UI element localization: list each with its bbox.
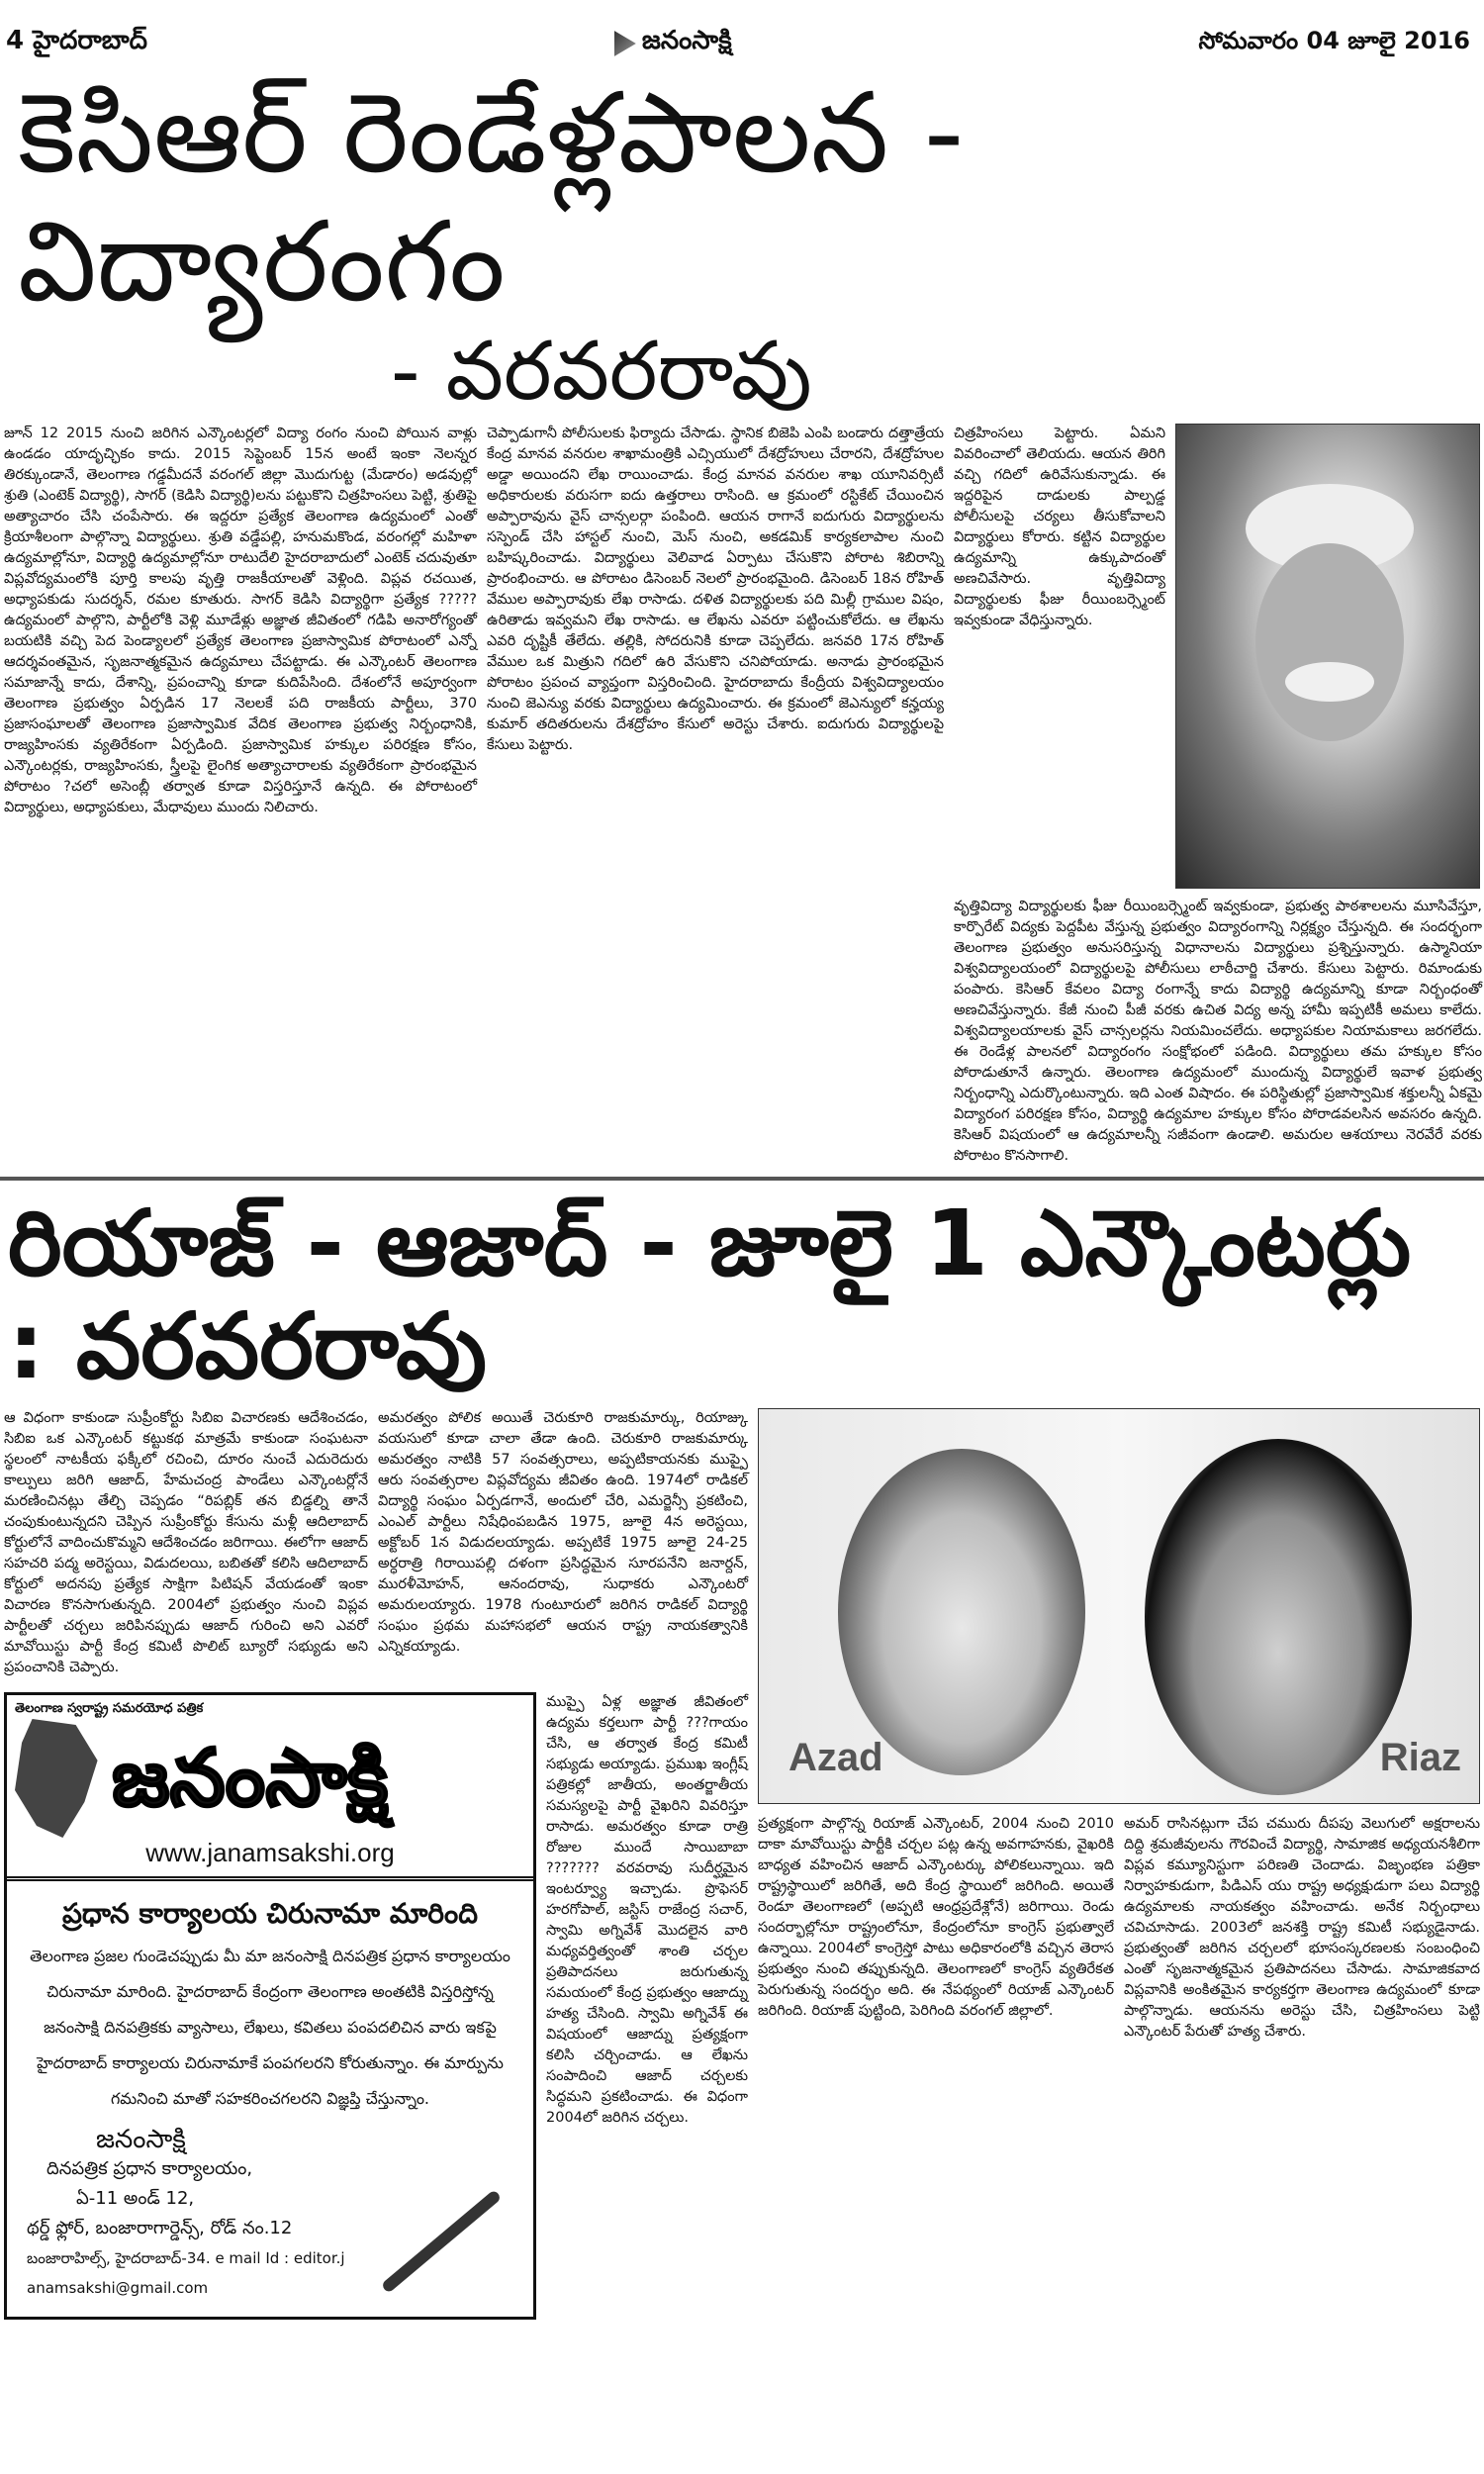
article2-column-5 [1124,1814,1480,2045]
azad-portrait [838,1449,1085,1775]
article1-column-1 [4,424,477,1169]
paragraph: అమర్ రాసినట్లుగా చేప చమురు దీపపు వెలుగులో అక్షరాలను దిద్ది శ్రమజీవులను గౌరవించే విద్యార్థి, సామాజిక అధ్యయనశీలిగా విప్లవ కమ్యూనిస్టుగా పరిణతి చెందాడు. విజృంభణ పత్రికా నిర్వాహకుడుగా, పిడిఎస్ యు రాష్ట్ర అధ్యక్షుడుగా పలు విద్యార్థి ఉద్యమాలకు నాయకత్వం వహించాడు. అనేక నిర్బంధాలు చవిచూసాడు. 2003లో జనశక్తి రాష్ట్ర కమిటీ సభ్యుడైనాడు. ప్రభుత్వంతో జరిగిన చర్చలలో భూసంస్కరణలకు సంబంధించి ఎంతో సృజనాత్మకమైన ప్రతిపాదనలు చేసాడు. సామాజికవాద విప్లవానికి అంకితమైన కార్యకర్తగా తెలంగాణ ఉద్యమంలో కూడా పాల్గొన్నాడు. ఆయనను అరెస్టు చేసి, చిత్రహింసలు పెట్టి ఎన్కౌంటర్ పేరుతో హత్య చేశారు. [1124,1816,1480,2040]
ad-tagline: తెలంగాణ స్వరాష్ట్ర సమరయోధ పత్రిక [15,1701,204,1716]
logo-mark-icon [614,31,636,56]
ad-address-email: బంజారాహిల్స్, హైదరాబాద్-34. e mail Id : editor.janamsakshi@gmail.com [27,2249,345,2297]
author-photo [1175,424,1480,889]
ad-address-line: థర్డ్ ఫ్లోర్, బంజారాగార్డెన్స్, రోడ్ నం.12 [27,2218,293,2238]
paragraph: వృత్తివిద్యా విద్యార్థులకు ఫీజు రీయింబర్స్మెంట్ ఇవ్వకుండా, ప్రభుత్వ పాఠశాలలను మూసివేస్తూ, కార్పొరేట్ విద్యకు పెద్దపీట వేస్తున్న ప్రభుత్వం విద్యారంగాన్ని నిర్లక్ష్యం చేస్తున్నది. ఈ సందర్భంగా తెలంగాణ ప్రభుత్వం అనుసరిస్తున్న విధానాలను విద్యార్థులు ప్రశ్నిస్తున్నారు. ఉస్మానియా విశ్వవిద్యాలయంలో విద్యార్థులపై పోలీసులు లాఠీచార్జి చేశారు. కేసులు పెట్టారు. రిమాండుకు పంపారు. కెసిఆర్ కేవలం విద్యా రంగాన్నే కాదు విద్యార్థి ఉద్యమాన్ని కూడా నిర్బంధంతో అణచివేస్తున్నారు. కేజీ నుంచి పీజీ వరకు ఉచిత విద్య అన్న హామీ ఇప్పటికీ అమలు కాలేదు. విశ్వవిద్యాలయాలకు వైస్ చాన్సలర్లను నియమించలేదు. అధ్యాపకుల నియామకాలు జరగలేదు. ఈ రెండేళ్ల పాలనలో విద్యారంగం సంక్షోభంలో పడింది. విద్యార్థులు తమ హక్కుల కోసం పోరాడుతూనే ఉన్నారు. తెలంగాణ ఉద్యమంలో ముందున్న విద్యార్థులే ఇవాళ ప్రభుత్వ నిర్బంధాన్ని ఎదుర్కొంటున్నారు. ఇది ఎంత విషాదం. ఈ పరిస్థితుల్లో ప్రజాస్వామిక శక్తులన్నీ ఏకమై విద్యారంగ పరిరక్షణ కోసం, విద్యార్థి ఉద్యమాల హక్కుల కోసం పోరాడవలసిన అవసరం ఉన్నది. కెసిఆర్ విషయంలో ఆ ఉద్యమాలన్నీ సజీవంగా ఉండాలి. అమరుల ఆశయాలు నెరవేరే వరకు పోరాటం కొనసాగాలి. [954,899,1482,1164]
azad-riaz-photo [758,1408,1480,1804]
article2-column-1 [4,1408,368,1680]
ad-banner [7,1695,533,1881]
paper-name: జనంసాక్షి [641,26,732,55]
paper-logo [614,26,732,61]
ad-line: జనంసాక్షి దినపత్రికకు వ్యాసాలు, లేఖలు, కవితలు పంపదలిచిన వారు ఇకపై [44,2018,497,2037]
ad-line: చిరునామా మారింది. హైదరాబాద్ కేంద్రంగా తెలంగాణ అంతటికి విస్తరిస్తోన్న [46,1982,494,2001]
ad-website: www.janamsakshi.org [145,1838,395,1867]
article2-column-3 [546,1692,748,2320]
article2-column-2 [378,1408,748,1680]
article1-headline: కెసిఆర్ రెండేళ్లపాలన - విద్యారంగం [18,69,965,327]
article1-column-2 [487,424,944,1169]
paragraph: చెప్పాడుగానీ పోలీసులకు ఫిర్యాదు చేసాడు. స్థానిక బిజెపి ఎంపి బండారు దత్తాత్రేయ కేంద్ర మానవ వనరుల శాఖామంత్రికి ఎచ్సియులో దేశద్రోహులు చేరారని, దేశద్రోహుల అడ్డా అయిందని లేఖ రాయించాడు. కేంద్ర మానవ వనరుల శాఖ యూనివర్సిటీ అధికారులకు వరుసగా ఐదు ఉత్తరాలు రాసింది. ఆ క్రమంలో రస్టికేట్ చేయించిన అప్పారావును వైస్ చాన్సలర్గా పంపింది. ఆయన రాగానే ఐదుగురు విద్యార్థులను సస్పెండ్ చేసి హాస్టల్ నుంచి, మెస్ నుంచి, అకడమిక్ కార్యకలాపాల నుంచి బహిష్కరించాడు. విద్యార్థులు వెలివాడ ఏర్పాటు చేసుకొని పోరాట శిబిరాన్ని ప్రారంభించారు. ఆ పోరాటం డిసెంబర్ నెలలో ప్రారంభమైంది. డిసెంబర్ 18న రోహిత్ వేముల అప్పారావుకు లేఖ రాసాడు. దళిత విద్యార్థులకు పది మిల్లీ గ్రాముల విషం, ఉరితాడు ఇవ్వమని లేఖ రాసాడు. ఆ లేఖను ఎవరూ పట్టించుకోలేదు. ఆ లేఖను ఎవరి దృష్టికీ తేలేదు. తల్లికి, సోదరునికి కూడా చెప్పలేదు. జనవరి 17న రోహిత్ వేముల ఒక మిత్రుని గదిలో ఉరి వేసుకొని చనిపోయాడు. అనాడు ప్రారంభమైన పోరాటం ప్రపంచ వ్యాప్తంగా విస్తరించింది. హైదరాబాదు కేంద్రీయ విశ్వవిద్యాలయం నుంచి జెఎన్యు వరకు విద్యార్థులు ఉద్యమించారు. ఈ క్రమంలో జెఎన్యులో కన్హయ్య కుమార్ తదితరులను దేశద్రోహం కేసులో అరెస్టు చేశారు. ఐదుగురు విద్యార్థులపై కేసులు పెట్టారు. [487,426,944,753]
paragraph: ఆ విధంగా కాకుండా సుప్రీంకోర్టు సిబిఐ విచారణకు ఆదేశించడం, సిబిఐ ఒక ఎన్కౌంటర్ కట్టుకథ మాత్రమే కాకుండా సంఘటనా స్థలంలో నాటకీయ ఫక్కీలో రచించి, దూరం నుంచే ఎదురెదురు కాల్పులు జరిగి ఆజాద్, హేమచంద్ర పాండేలు ఎన్కౌంటర్లోనే మరణించినట్లు తేల్చి చెప్పడం “రిపబ్లిక్ తన బిడ్డల్ని తానే చంపుకుంటున్నదని చెప్పిన సుప్రీంకోర్టు కేసును మళ్లీ ఆదిలాబాద్ కోర్టులోనే వాదించుకొమ్మని ఆదేశించడం జరిగాయి. ఈలోగా ఆజాద్ సహచరి పద్మ అరెస్టయి, విడుదలయి, బబితతో కలిసి ఆదిలాబాద్ కోర్టులో అదనపు ప్రత్యేక సాక్షిగా పిటిషన్ వేయడంతో ఇంకా విచారణ కొనసాగుతున్నది. 2004లో ప్రభుత్వం నుంచి విప్లవ పార్టీలతో చర్చలు జరిపినప్పుడు ఆజాద్ గురించి అని ఎవరో మావోయిస్టు పార్టీ కేంద్ర కమిటీ పొలిట్ బ్యూరో సభ్యుడు అని ప్రపంచానికి చెప్పారు. [4,1410,368,1675]
address-change-advertisement [4,1692,536,2320]
ad-address-line: ఏ-11 అండ్ 12, [76,2188,195,2209]
paragraph: ప్రత్యక్షంగా పాల్గొన్న రియాజ్ ఎన్కౌంటర్, 2004 నుంచి 2010 దాకా మావోయిస్టు పార్టీకి చర్చల పట్ల ఉన్న అవగాహనకు, వైఖరికి బాధ్యత వహించిన ఆజాద్ ఎన్కౌంటర్కు పోలికలున్నాయి. ఇది రాష్ట్రస్థాయిలో జరిగితే, అది కేంద్ర స్థాయిలో జరిగింది. అయితే రెండూ తెలంగాణలో (అప్పటి ఆంధ్రప్రదేశ్లోనే) జరిగాయి. రెండు సందర్భాల్లోనూ రాష్ట్రంలోనూ, కేంద్రంలోనూ కాంగ్రెస్ ప్రభుత్వాలే ఉన్నాయి. 2004లో కాంగ్రెస్తో పాటు అధికారంలోకి వచ్చిన తెరాస ప్రభుత్వం నుంచి తప్పుకున్నది. తెలంగాణలో కాంగ్రెస్ వ్యతిరేకత పెరుగుతున్న సందర్భం అది. ఈ నేపథ్యంలో రియాజ్ ఎన్కౌంటర్ జరిగింది. రియాజ్ పుట్టింది, పెరిగింది వరంగల్ జిల్లాలో. [758,1816,1114,2019]
paragraph: చిత్రహింసలు పెట్టారు. ఏమని వివరించాలో తెలియదు. ఆయన తిరిగి వచ్చి గదిలో ఉరివేసుకున్నాడు. ఈ ఇద్దరిపైన దాడులకు పాల్పడ్డ పోలీసులపై చర్యలు తీసుకోవాలని విద్యార్థులు కోరారు. కట్టిన విద్యార్థుల ఉద్యమాన్ని ఉక్కుపాదంతో అణచివేసారు. వృత్తివిద్యా విద్యార్థులకు ఫీజు రీయింబర్స్మెంట్ ఇవ్వకుండా వేధిస్తున్నారు. [954,426,1165,628]
telangana-map-icon [15,1719,102,1838]
pen-in-hand-icon [381,2189,503,2294]
azad-caption: Azad [788,1736,883,1779]
ad-address-name: జనంసాక్షి [96,2125,186,2154]
paragraph: ముప్పై ఏళ్ల అజ్ఞాత జీవితంలో ఉద్యమ కర్తలుగా పార్టీ ???గాయం చేసి, ఆ తర్వాత కేంద్ర కమిటీ సభ్యుడు అయ్యాడు. ప్రముఖ ఇంగ్లీష్ పత్రికల్లో జాతీయ, అంతర్జాతీయ సమస్యలపై పార్టీ వైఖరిని వివరిస్తూ రాసాడు. అమరత్వం కూడా రాత్రి రోజుల ముందే సాయిబాబా ??????? వరవరావు సుదీర్ఘమైన ఇంటర్వ్యూ ఇచ్చాడు. ప్రొఫెసర్ హరగోపాల్, జస్టిస్ రాజేంద్ర సచార్, స్వామి అగ్నివేశ్ మొదలైన వారి మధ్యవర్తిత్వంతో శాంతి చర్చల ప్రతిపాదనలు జరుగుతున్న సమయంలో కేంద్ర ప్రభుత్వం ఆజాద్ను హత్య చేసింది. స్వామి అగ్నివేశ్ ఈ విషయంలో ఆజాద్ను ప్రత్యక్షంగా కలిసి చర్చించాడు. ఆ లేఖను సంపాదించి ఆజాద్ చర్చలకు సిద్ధమని ప్రకటించాడు. ఈ విధంగా 2004లో జరిగిన చర్చలు. [546,1694,748,2126]
ad-line: హైదరాబాద్ కార్యాలయ చిరునామాకే పంపగలరని కోరుతున్నాం. ఈ మార్పును [37,2053,504,2072]
masthead [0,0,1484,65]
ad-address-line: దినపత్రిక ప్రధాన కార్యాలయం, [46,2158,253,2179]
page-section-label: 4 హైదరాబాద్ [6,26,147,55]
section-divider [0,1177,1484,1181]
ad-line: తెలంగాణ ప్రజల గుండెచప్పుడు మీ మా జనంసాక్షి దినపత్రిక ప్రధాన కార్యాలయం [30,1947,510,1965]
ad-address [7,2125,363,2317]
article2-body [0,1408,1484,2320]
article1-body [0,424,1484,1169]
ad-line: గమనించి మాతో సహకరించగలరని విజ్ఞప్తి చేస్తున్నాం. [110,2089,430,2108]
paragraph: అమరత్వం పోలిక అయితే చెరుకూరి రాజకుమార్కు, రియాజ్కు వయసులో కూడా చాలా తేడా ఉంది. చెరుకూరి రాజకుమార్కు అమరత్వం నాటికి 57 సంవత్సరాలు, అప్పటికాయనకు ముప్పై ఆరు సంవత్సరాల విప్లవోద్యమ జీవితం ఉంది. 1974లో రాడికల్ విద్యార్థి సంఘం ఏర్పడగానే, అందులో చేరి, ఎమర్జెన్సీ ప్రకటించి, ఎంఎల్ పార్టీలు నిషేధింపబడిన 1975, జూలై 4న అరెస్టయి, అక్టోబర్ 1న విడుదలయ్యాడు. అప్పటికే 1975 జూలై 24-25 అర్ధరాత్రి గిరాయిపల్లి దళంగా ప్రసిద్ధమైన సూరపనేని జనార్దన్, మురళీమోహన్, ఆనందరావు, సుధాకరు ఎన్కౌంటరో అమరులయ్యారు. 1978 గుంటూరులో జరిగిన రాడికల్ విద్యార్థి సంఘం ప్రథమ మహాసభలో ఆయన రాష్ట్ర నాయకత్వానికి ఎన్నికయ్యాడు. [378,1410,748,1655]
article2-headline: రియాజ్ - ఆజాద్ - జూలై 1 ఎన్కౌంటర్లు : వరవరరావు [8,1190,1412,1399]
ad-logo: జనంసాక్షి [112,1732,389,1824]
article1-right-block [954,424,1482,1169]
riaz-caption: Riaz [1379,1736,1461,1779]
issue-date: సోమవారం 04 జూలై 2016 [1198,27,1470,54]
article1-column-4 [954,897,1482,1169]
riaz-portrait [1145,1439,1412,1795]
article1-byline: - వరవరరావు [391,325,812,419]
ad-title: ప్రధాన కార్యాలయ చిరునామా మారింది [61,1897,478,1930]
article1-column-3 [954,424,1165,889]
article2-column-4 [758,1814,1114,2045]
paragraph: జూన్ 12 2015 నుంచి జరిగిన ఎన్కౌంటర్లలో విద్యా రంగం నుంచి పోయిన వాళ్లు ఉండడం యాదృచ్ఛికం కాదు. 2015 సెప్టెంబర్ 15న అంటే ఇంకా నెలన్నర తిరక్కుండానే, తెలంగాణ గడ్డమీదనే వరంగల్ జిల్లా మొదుగుట్ట (మేడారం) అడవుల్లో శ్రుతి (ఎంటెక్ విద్యార్థి), సాగర్ (కెడిసి విద్యార్థి)లను పట్టుకొని చిత్రహింసలు పెట్టి, శ్రుతిపై అత్యాచారం చేసి చంపేసారు. ఈ ఇద్దరూ ప్రత్యేక తెలంగాణ ఉద్యమంలో ఎంతో క్రియాశీలంగా పాల్గొన్నా విద్యార్థులు. శ్రుతి వడ్డేపల్లి, హనుమకొండ, వరంగల్లో మహిళా ఉద్యమాల్లోనూ, విద్యార్థి ఉద్యమాల్లోనూ రాటుదేలి హైదరాబాదులో ఎంటెక్ చదువుతూ విప్లవోద్యమంలోకి పూర్తి కాలపు వృత్తి రాజకీయాలతో వెళ్లింది. విప్లవ రచయిత, అధ్యాపకుడు సుదర్శన్, రమల కూతురు. సాగర్ కెడిసి విద్యార్థిగా ప్రత్యేక ?????ఉద్యమంలో పాల్గొని, పార్టీలోకి వెళ్లి మూడేళ్లు అజ్ఞాత జీవితంలో గడిపి అనారోగ్యంతో బయటికి వచ్చి పెద పెండ్యాలలో ప్రత్యేక తెలంగాణ ప్రజాస్వామిక పోరాటంలో ఎన్నో ఆదర్శవంతమైన, సృజనాత్మకమైన ఉద్యమాలు చేపట్టాడు. ఈ ఎన్కౌంటర్ తెలంగాణ సమాజాన్నే కాదు, దేశాన్ని, ప్రపంచాన్ని కూడా కుదిపేసింది. దేశంలోనే అపూర్వంగా తెలంగాణ ప్రభుత్వం ఏర్పడిన 17 నెలలకే పది రాజకీయ పార్టీలు, 370 ప్రజాసంఘాలతో తెలంగాణ ప్రజాస్వామిక వేదిక తెలంగాణ ప్రభుత్వ నిర్బంధానికి, రాజ్యహింసకు వ్యతిరేకంగా ఏర్పడింది. ప్రజాస్వామిక హక్కుల పరిరక్షణ కోసం, ఎన్కౌంటర్లకు, రాజ్యహింసకు, స్త్రీలపై లైంగిక అత్యాచారాలకు వ్యతిరేకంగా ప్రారంభమైన పోరాటం ?చలో అసెంబ్లీ తర్వాత కూడా విస్తరిస్తూనే ఉన్నది. ఈ పోరాటంలో విద్యార్థులు, అధ్యాపకులు, మేధావులు ముందు నిలిచారు. [4,426,477,815]
